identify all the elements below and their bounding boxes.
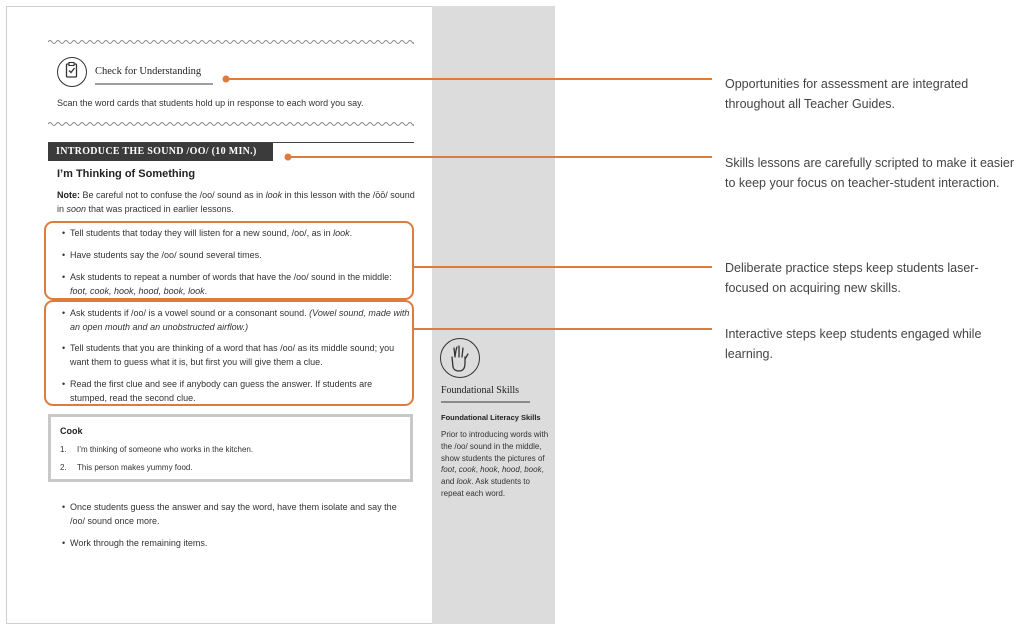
note-word: look bbox=[265, 190, 283, 200]
callout-scripted: Skills lessons are carefully scripted to make it easier to keep your focus on teacher-student interaction. bbox=[725, 156, 1015, 190]
note-word: soon bbox=[66, 204, 87, 214]
callout-interactive: Interactive steps keep students engaged while learning. bbox=[725, 327, 982, 361]
check-for-understanding-title: Check for Understanding bbox=[95, 66, 202, 77]
section-header: INTRODUCE THE SOUND /OO/ (10 MIN.) bbox=[48, 143, 273, 161]
sidebar-text: Prior to introducing words with the /oo/ sound in the middle, show students the pictures of foot, cook, hook, hood, book, and look. Ask students to repeat each word. bbox=[441, 430, 549, 498]
note-text: in this lesson with the bbox=[282, 190, 373, 200]
clue-box-title: Cook bbox=[60, 426, 83, 436]
note-text: Be careful not to confuse the /oo/ sound as in bbox=[82, 190, 266, 200]
callout-assessment: Opportunities for assessment are integrated throughout all Teacher Guides. bbox=[725, 77, 969, 111]
note-text: sound in bbox=[57, 190, 415, 214]
callout-dot bbox=[285, 154, 292, 161]
callout-dot bbox=[223, 76, 230, 83]
check-for-understanding-text: Scan the word cards that students hold up in response to each word you say. bbox=[57, 98, 364, 108]
sidebar-subtitle: Foundational Literacy Skills bbox=[441, 413, 541, 422]
note-text: that was practiced in earlier lessons. bbox=[86, 204, 234, 214]
note-label: Note: bbox=[57, 190, 80, 200]
callout-deliberate-practice: Deliberate practice steps keep students laser-focused on acquiring new skills. bbox=[725, 261, 979, 295]
sidebar-title: Foundational Skills bbox=[441, 385, 520, 396]
note-sound: /ōō/ bbox=[372, 190, 388, 200]
lesson-title: I’m Thinking of Something bbox=[57, 168, 196, 180]
